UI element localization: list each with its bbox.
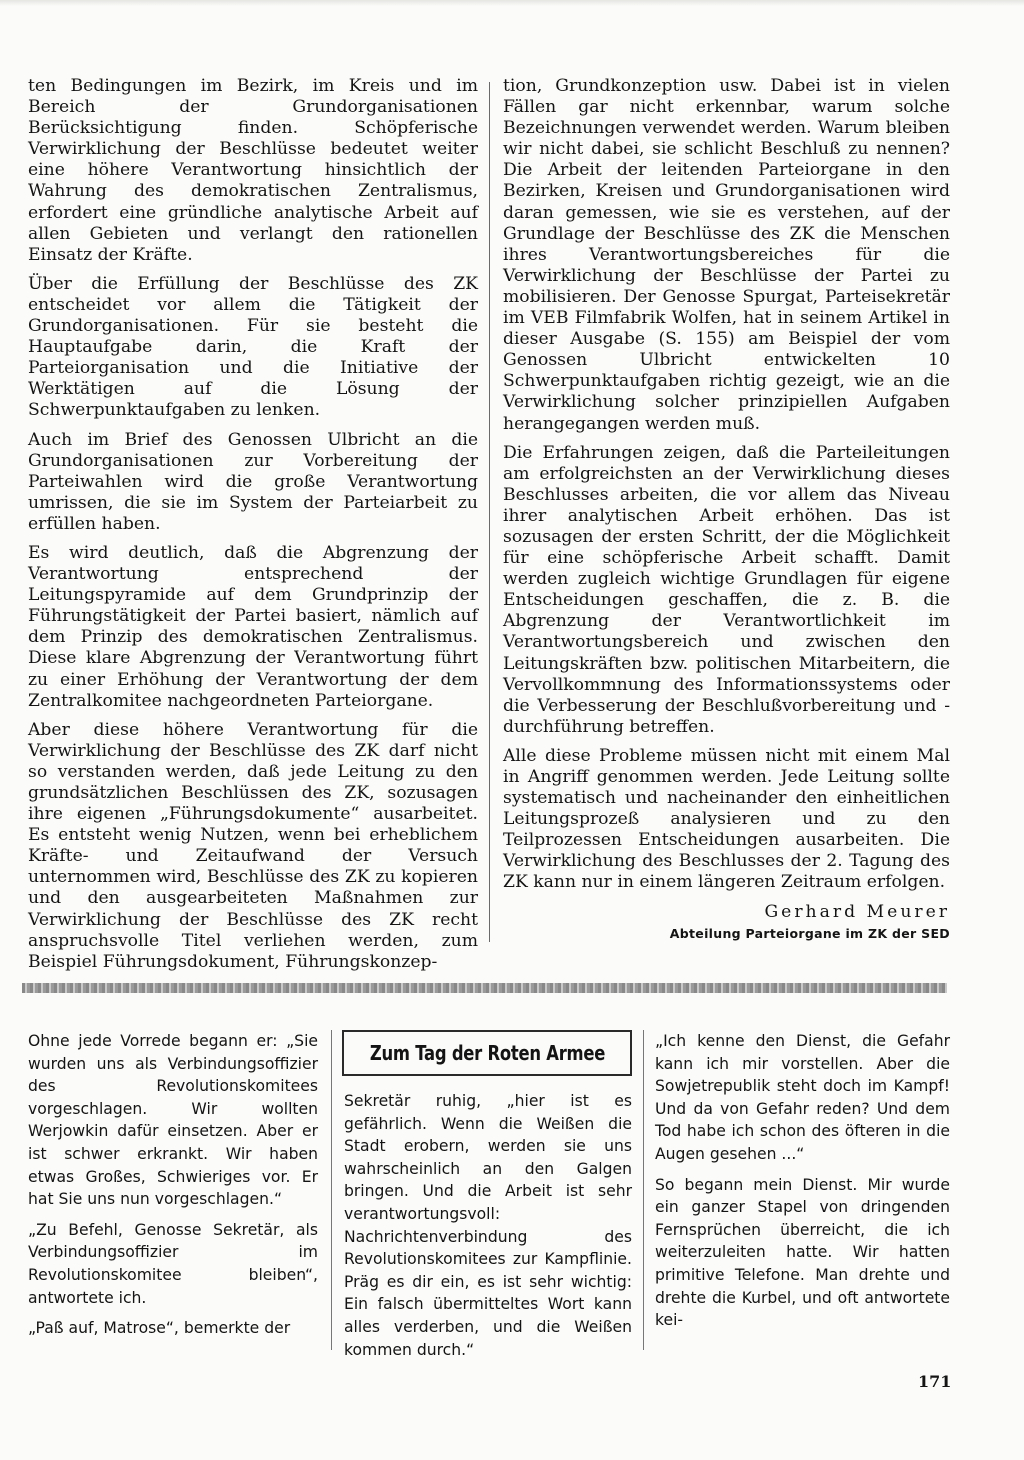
paragraph: Über die Erfüllung der Beschlüsse des ZK entscheidet vor allem die Tätigkeit der Grundorganisationen. Für sie besteht die Hauptaufgabe darin, die Kraft der Parteiorganisation und die Initiative der Werktätigen auf die Lösung der Schwerpunktaufgaben zu lenken. bbox=[28, 273, 478, 421]
story-headline-box bbox=[342, 1030, 632, 1076]
author-name: Gerhard Meurer bbox=[764, 901, 950, 922]
paragraph: Alle diese Probleme müssen nicht mit einem Mal in Angriff genommen werden. Jede Leitung sollte systematisch und nacheinander den einheitlichen Leitungsprozeß analysieren und zu den Teilprozessen Entscheidungen ausarbeiten. Die Verwirklichung des Beschlusses der 2. Tagung des ZK kann nur in einem längeren Zeitraum erfolgen. bbox=[503, 745, 950, 893]
author-department: Abteilung Parteiorgane im ZK der SED bbox=[669, 925, 950, 941]
column-divider bbox=[489, 82, 490, 942]
section-divider bbox=[22, 983, 947, 993]
article-column-right bbox=[503, 76, 950, 944]
paragraph: Ohne jede Vorrede begann er: „Sie wurden uns als Verbindungsoffizier des Revolutionskomitees vorgeschlagen. Wir wollten Werjowkin dafür einsetzen. Aber er ist schwer erkrankt. Wir haben etwas Großes, Schwieriges vor. Er hat Sie uns nun vorgeschlagen.“ bbox=[28, 1032, 318, 1209]
paragraph: Sekretär ruhig, „hier ist es gefährlich. Wenn die Weißen die Stadt erobern, werden sie uns wahrscheinlich an den Galgen bringen. Und die Arbeit ist sehr verantwortungsvoll: Nachrichtenverbindung des Revolutionskomitees zur Kampflinie. Präg es dir ein, es ist sehr wichtig: Ein falsch übermitteltes Wort kann alles verderben, und die Weißen kommen durch.“ bbox=[344, 1092, 632, 1359]
paragraph: Die Erfahrungen zeigen, daß die Parteileitungen am erfolgreichsten an der Verwirklichung dieses Beschlusses arbeiten, die vor allem das Niveau ihrer analytischen Arbeit erhöhen. Das ist sozusagen der ersten Schritt, der die Möglichkeit für eine schöpferische Arbeit schafft. Damit werden zugleich wichtige Grundlagen für eigene Entscheidungen geschaffen, die z. B. die Abgrenzung der Verantwortlichkeit im Verantwortungsbereich und zwischen den Leitungskräften bzw. politischen Mitarbeitern, die Vervollkommnung des Informationssystems oder die Verbesserung der Beschlußvorbereitung und -durchführung betreffen. bbox=[503, 442, 950, 737]
paragraph: ten Bedingungen im Bezirk, im Kreis und im Bereich der Grundorganisationen Berücksichtigung finden. Schöpferische Verwirklichung der Beschlüsse bedeutet weiter eine höhere Verantwortung hinsichtlich der Wahrung des demokratischen Zentralismus, erfordert eine gründliche analytische Arbeit auf allen Gebieten und verlangt den rationellen Einsatz der Kräfte. bbox=[28, 76, 478, 265]
paragraph: So begann mein Dienst. Mir wurde ein ganzer Stapel von dringenden Fernsprüchen überreicht, die ich weiterzuleiten hatte. Wir hatten primitive Telefone. Man drehte und drehte die Kurbel, und oft antwortete kei- bbox=[655, 1175, 950, 1330]
page-top-edge bbox=[0, 0, 1024, 6]
column-divider bbox=[643, 1030, 644, 1350]
article-column-left bbox=[28, 76, 478, 973]
story-headline: Zum Tag der Roten Armee bbox=[369, 1041, 605, 1065]
paragraph: „Ich kenne den Dienst, die Gefahr kann ich mir vorstellen. Aber die Sowjetrepublik steht doch im Kampf! Und da von Gefahr reden? Und dem Tod habe ich schon des öfteren in die Augen gesehen ...“ bbox=[655, 1032, 950, 1163]
paragraph: „Paß auf, Matrose“, bemerkte der bbox=[28, 1319, 291, 1338]
column-divider bbox=[331, 1030, 332, 1350]
page-number: 171 bbox=[918, 1372, 952, 1391]
paragraph: tion, Grundkonzeption usw. Dabei ist in vielen Fällen gar nicht erkennbar, warum solche Bezeichnungen verwendet werden. Warum bleiben wir nicht dabei, sie schlicht Beschluß zu nennen? Die Arbeit der leitenden Parteiorgane in den Bezirken, Kreisen und Grundorganisationen wird daran gemessen, wie sie es verstehen, auf der Grundlage der Beschlüsse des ZK die Menschen ihres Verantwortungsbereiches für die Verwirklichung der Beschlüsse der Partei zu mobilisieren. Der Genosse Spurgat, Parteisekretär im VEB Filmfabrik Wolfen, hat in seinem Artikel in dieser Ausgabe (S. 155) am Beispiel der vom Genossen Ulbricht entwickelten 10 Schwerpunktaufgaben richtig gezeigt, wie an die Verwirklichung solcher prinzipiellen Aufgaben herangegangen werden muß. bbox=[503, 76, 950, 434]
story-column-3 bbox=[655, 1030, 950, 1332]
story-column-1 bbox=[28, 1030, 318, 1340]
paragraph: Aber diese höhere Verantwortung für die Verwirklichung der Beschlüsse des ZK darf nicht so verstanden werden, daß jede Leitung zu den grundsätzlichen Beschlüssen des ZK, sozusagen ihre eigenen „Führungsdokumente“ ausarbeitet. Es entsteht wenig Nutzen, wenn bei erheblichem Kräfte- und Zeitaufwand der Versuch unternommen wird, Beschlüsse des ZK zu kopieren und den ausgearbeiteten Maßnahmen zur Verwirklichung der Beschlüsse des ZK recht anspruchsvolle Titel verliehen werden, zum Beispiel Führungsdokument, Führungskonzep- bbox=[28, 719, 478, 972]
paragraph: Es wird deutlich, daß die Abgrenzung der Verantwortung entsprechend der Leitungspyramide auf dem Grundprinzip der Führungstätigkeit der Partei basiert, nämlich auf dem Prinzip des demokratischen Zentralismus. Diese klare Abgrenzung der Verantwortung führt zu einer Erhöhung der Verantwortung der dem Zentralkomitee nachgeordneten Parteiorgane. bbox=[28, 542, 478, 711]
paragraph: „Zu Befehl, Genosse Sekretär, als Verbindungsoffizier im Revolutionskomitee bleiben“, antwortete ich. bbox=[28, 1220, 318, 1307]
paragraph: Auch im Brief des Genossen Ulbricht an die Grundorganisationen zur Vorbereitung der Parteiwahlen wird die große Verantwortung umrissen, die sie im System der Parteiarbeit zu erfüllen haben. bbox=[28, 429, 478, 534]
story-column-2 bbox=[344, 1090, 632, 1361]
